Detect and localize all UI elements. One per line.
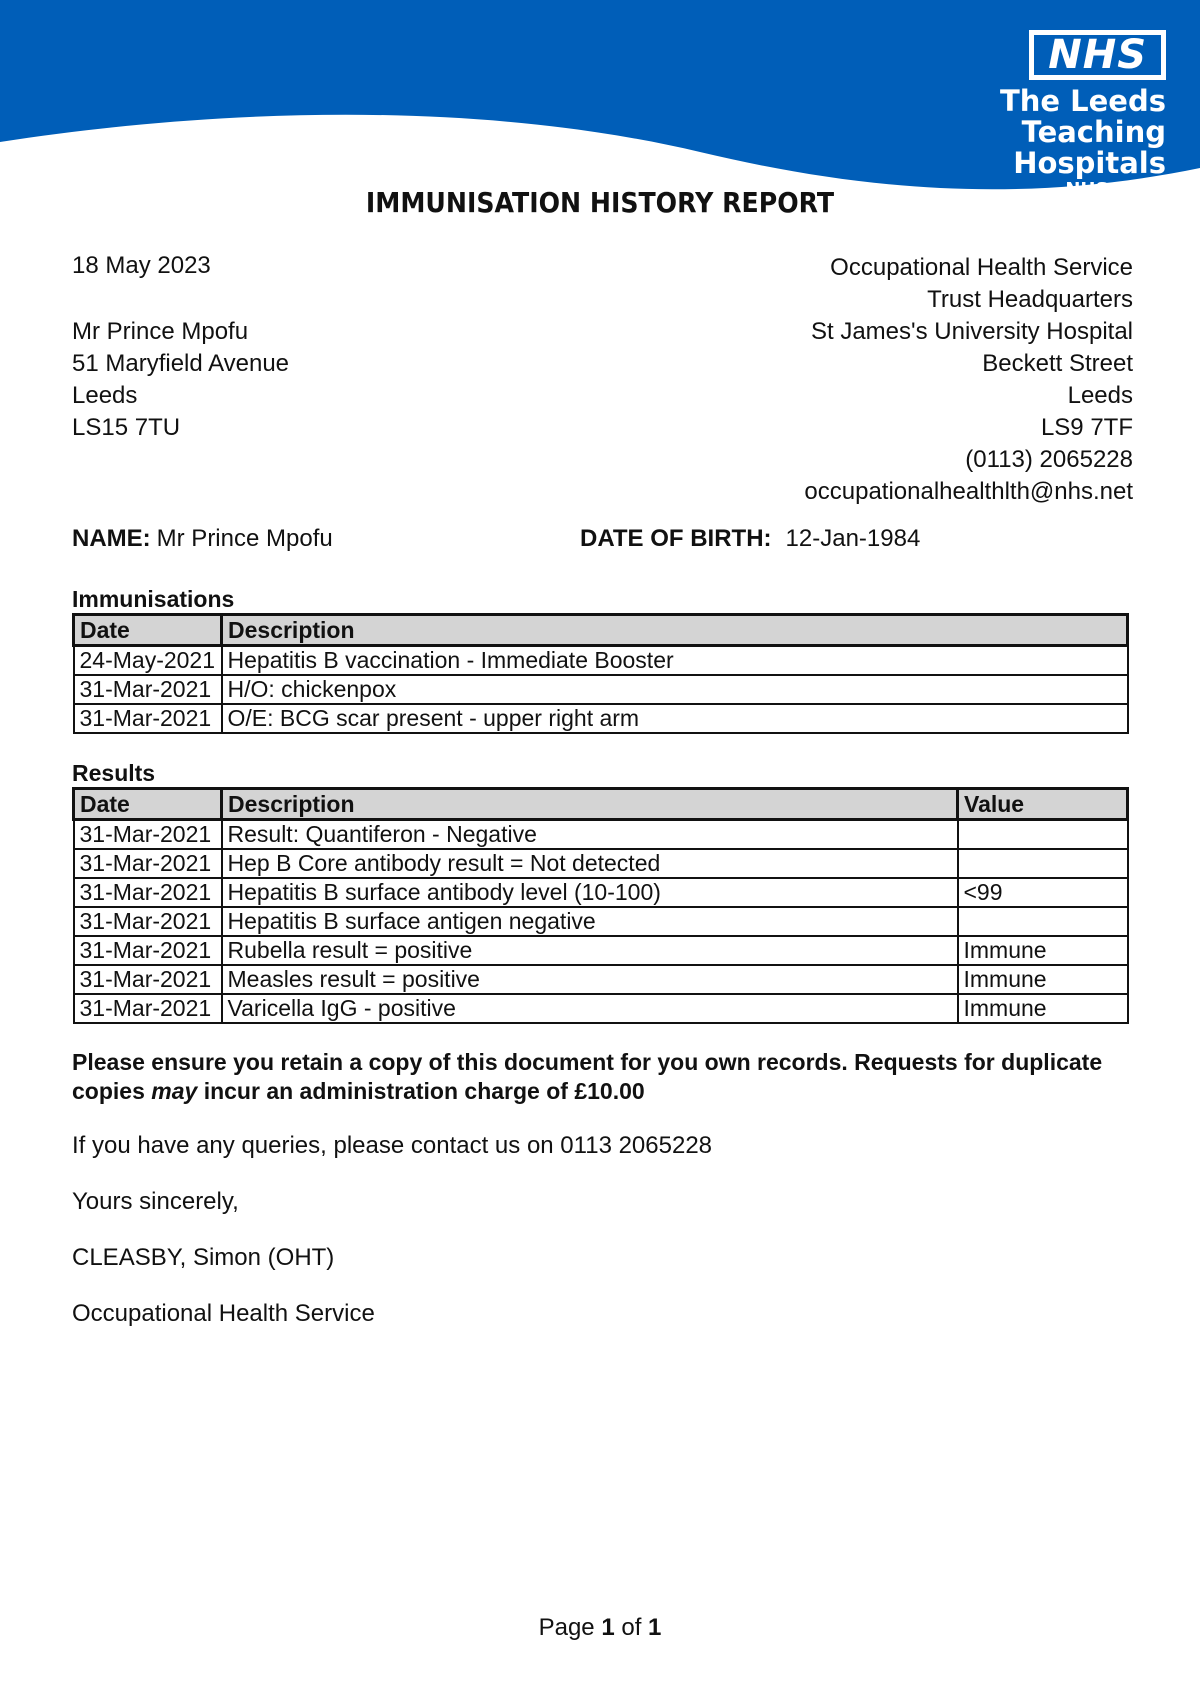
table-row [74, 849, 1128, 878]
sender-email: occupationalhealthlth@nhs.net [804, 478, 1133, 505]
cell-description: Measles result = positive [222, 965, 958, 994]
table-row [74, 675, 1128, 704]
sender-department: Occupational Health Service [830, 254, 1133, 281]
column-header-description: Description [222, 615, 1128, 646]
cell-description: H/O: chickenpox [222, 675, 1128, 704]
table-header-row [74, 615, 1128, 646]
column-header-date: Date [74, 615, 222, 646]
patient-dob-field [580, 525, 920, 553]
cell-date: 31-Mar-2021 [74, 936, 222, 965]
patient-name-value: Mr Prince Mpofu [156, 525, 333, 552]
patient-name-label: NAME: [72, 525, 151, 552]
nhs-trust-logo [866, 30, 1166, 201]
notice-text: Please ensure you retain a copy of this document for you own records. Requests for duplicate copies [72, 1049, 1103, 1104]
column-header-value: Value [958, 789, 1128, 820]
immunisations-heading: Immunisations [72, 586, 235, 612]
notice-text: incur an administration charge of £10.00 [197, 1078, 645, 1104]
cell-date: 31-Mar-2021 [74, 907, 222, 936]
cell-description: Result: Quantiferon - Negative [222, 820, 958, 850]
immunisations-table [72, 613, 1129, 734]
results-table [72, 787, 1129, 1024]
nhs-logo-mark: NHS [1029, 30, 1166, 80]
cell-value: Immune [958, 936, 1128, 965]
sender-address-line: Leeds [1067, 382, 1133, 409]
logo-line-nhs-trust: NHS Trust [1065, 179, 1166, 200]
notice-emphasis: may [151, 1078, 198, 1104]
table-row [74, 907, 1128, 936]
queries-text: If you have any queries, please contact us on 0113 2065228 [72, 1132, 713, 1159]
sender-phone: (0113) 2065228 [965, 446, 1133, 473]
patient-dob-value: 12-Jan-1984 [785, 525, 921, 552]
logo-line-teaching-hospitals: Teaching Hospitals [1013, 115, 1166, 180]
recipient-address-line: LS15 7TU [72, 414, 181, 441]
patient-name-field [72, 525, 333, 553]
logo-line-leeds: The Leeds [999, 84, 1166, 118]
cell-date: 31-Mar-2021 [74, 675, 222, 704]
cell-date: 31-Mar-2021 [74, 994, 222, 1023]
recipient-name: Mr Prince Mpofu [72, 318, 249, 345]
letter-date: 18 May 2023 [72, 252, 211, 279]
table-header-row [74, 789, 1128, 820]
recipient-address [72, 316, 289, 444]
cell-description: Hepatitis B surface antigen negative [222, 907, 958, 936]
sender-postcode: LS9 7TF [1040, 414, 1133, 441]
table-row [74, 936, 1128, 965]
cell-date: 31-Mar-2021 [74, 820, 222, 850]
signer-department: Occupational Health Service [72, 1300, 375, 1327]
table-row [74, 820, 1128, 850]
cell-description: Hepatitis B vaccination - Immediate Booster [222, 646, 1128, 676]
cell-description: Hep B Core antibody result = Not detected [222, 849, 958, 878]
signer-name: CLEASBY, Simon (OHT) [72, 1244, 335, 1271]
cell-value: Immune [958, 965, 1128, 994]
cell-description: Hepatitis B surface antibody level (10-100) [222, 878, 958, 907]
column-header-date: Date [74, 789, 222, 820]
cell-date: 31-Mar-2021 [74, 704, 222, 733]
sender-address-line: Beckett Street [982, 350, 1133, 377]
cell-value: <99 [958, 878, 1128, 907]
sender-address-line: Trust Headquarters [927, 286, 1133, 313]
cell-description: O/E: BCG scar present - upper right arm [222, 704, 1128, 733]
table-row [74, 646, 1128, 676]
page-total: 1 [648, 1614, 662, 1641]
page-label: Page [538, 1614, 595, 1641]
report-title: IMMUNISATION HISTORY REPORT [365, 186, 835, 219]
retain-copy-notice [72, 1048, 1142, 1106]
patient-dob-label: DATE OF BIRTH: [580, 525, 772, 552]
cell-value [958, 820, 1128, 850]
table-row [74, 878, 1128, 907]
table-row [74, 994, 1128, 1023]
sender-address [804, 252, 1133, 508]
cell-date: 31-Mar-2021 [74, 849, 222, 878]
cell-description: Rubella result = positive [222, 936, 958, 965]
cell-date: 31-Mar-2021 [74, 878, 222, 907]
page-current: 1 [601, 1614, 615, 1641]
closing-salutation: Yours sincerely, [72, 1188, 239, 1215]
table-row [74, 704, 1128, 733]
cell-value: Immune [958, 994, 1128, 1023]
page-number [0, 1614, 1200, 1642]
page-of-label: of [621, 1614, 642, 1641]
cell-value [958, 907, 1128, 936]
cell-value [958, 849, 1128, 878]
recipient-address-line: Leeds [72, 382, 138, 409]
column-header-description: Description [222, 789, 958, 820]
results-heading: Results [72, 760, 156, 786]
cell-date: 24-May-2021 [74, 646, 222, 676]
recipient-address-line: 51 Maryfield Avenue [72, 350, 290, 377]
cell-date: 31-Mar-2021 [74, 965, 222, 994]
sender-address-line: St James's University Hospital [810, 318, 1133, 345]
table-row [74, 965, 1128, 994]
cell-description: Varicella IgG - positive [222, 994, 958, 1023]
